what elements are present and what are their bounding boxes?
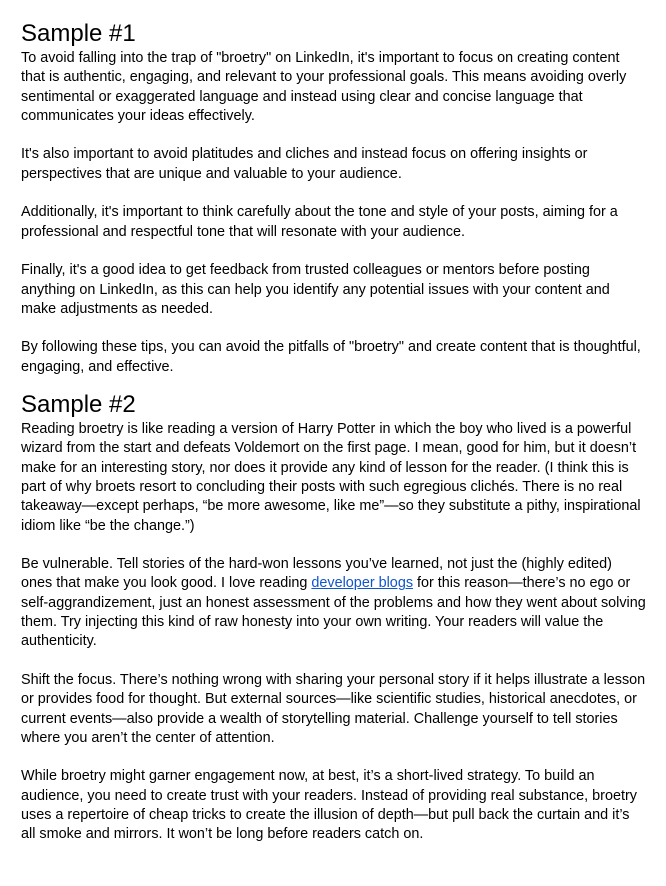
sample-2-paragraph-4: While broetry might garner engagement now, at best, it’s a short-lived strategy. To build an audience, you need to create trust with your readers. Instead of providing real substance, broetry uses a repertoire of cheap tricks to create the illusion of depth—but pull back the curtain and it’s all smoke and mirrors. It won’t be long before readers catch on. [21, 768, 637, 843]
sample-1-paragraph-4: Finally, it's a good idea to get feedback from trusted colleagues or mentors before posting anything on LinkedIn, as this can help you identify any potential issues with your content and make adjustments as needed. [21, 262, 610, 317]
sample-1-paragraph-2: It's also important to avoid platitudes and cliches and instead focus on offering insights or perspectives that are unique and valuable to your audience. [21, 146, 588, 182]
sample-1-paragraph-3: Additionally, it's important to think carefully about the tone and style of your posts, aiming for a professional and respectful tone that will resonate with your audience. [21, 204, 618, 240]
sample-1-paragraph-1: To avoid falling into the trap of "broetry" on LinkedIn, it's important to focus on creating content that is authentic, engaging, and relevant to your professional goals. This means avoiding overly sentimental or exaggerated language and instead using clear and concise language that communicates your ideas effectively. [21, 50, 627, 124]
sample-2-paragraph-3: Shift the focus. There’s nothing wrong with sharing your personal story if it helps illustrate a lesson or provides food for thought. But external sources—like scientific studies, historical anecdotes, or current events—also provide a wealth of storytelling material. Challenge yourself to tell stories where you aren’t the center of attention. [21, 671, 646, 746]
developer-blogs-link[interactable]: developer blogs [311, 575, 414, 592]
sample-2-heading: Sample #2 [21, 391, 136, 419]
sample-2-paragraph-1: Reading broetry is like reading a version of Harry Potter in which the boy who lived is a powerful wizard from the start and defeats Voldemort on the first page. I mean, good for him, but it doesn’t make for an interesting story, nor does it provide any kind of lesson for the reader. (I think this is part of why broets resort to concluding their posts with such egregious clichés. There is no real takeaway—except perhaps, “be more awesome, like me”—so they substitute a pithy, inspirational idiom like “be the change.”) [21, 421, 641, 534]
sample-2-paragraph-2-text-before: Be vulnerable. Tell stories of the hard-won lessons you’ve learned, not just the (highly edited) ones that make you look good. I love reading [21, 556, 612, 592]
sample-1-heading: Sample #1 [21, 20, 136, 47]
sample-2-paragraph-2-text-after: for this reason—there’s no ego or self-aggrandizement, just an honest assessment of the problems and how they went about solving them. Try injecting this kind of raw honesty into your own writing. Your readers will value the authenticity. [21, 575, 646, 650]
sample-1-paragraph-5: By following these tips, you can avoid the pitfalls of "broetry" and create content that is thoughtful, engaging, and effective. [21, 339, 641, 375]
sample-2-paragraph-2 [21, 555, 646, 651]
